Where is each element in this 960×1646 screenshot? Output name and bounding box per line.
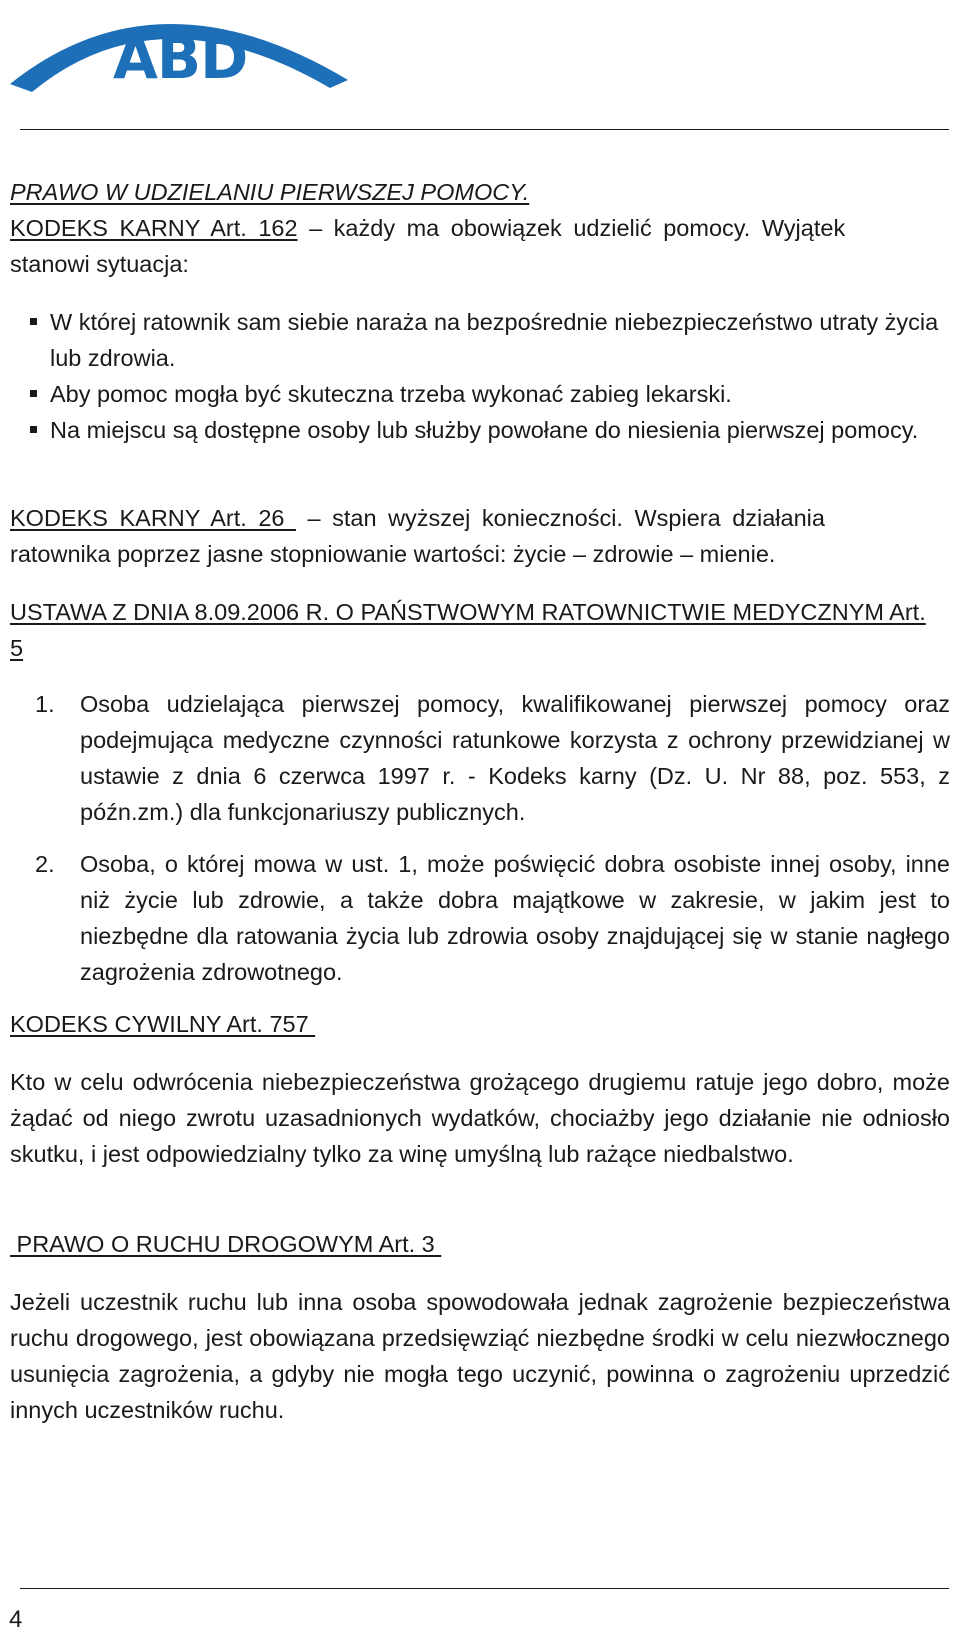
exception-list (30, 304, 950, 448)
numbered-item-1 (10, 686, 950, 830)
section-text-kk-26-line2: ratownika poprzez jasne stopniowanie wartości: życie – zdrowie – mienie. (10, 541, 776, 567)
section-text-kk-26-line1: – stan wyższej konieczności. Wspiera działania (296, 505, 825, 531)
section-ref-prd-3: PRAWO O RUCHU DROGOWYM Art. 3 (10, 1231, 442, 1257)
section-ref-kk-162: KODEKS KARNY Art. 162 (10, 215, 298, 241)
section-ref-kk-26: KODEKS KARNY Art. 26 (10, 505, 297, 531)
item-number: 2. (35, 851, 55, 877)
section-text-prd-3: Jeżeli uczestnik ruchu lub inna osoba spowodowała jednak zagrożenie bezpieczeństwa ruchu drogowego, jest obowiązana przedsięwziąć niezbędne środki w celu niezwłocznego usunięcia zagrożenia, a gdyby nie mogła tego uczynić, powinna o zagrożeniu uprzedzić innych uczestników ruchu. (10, 1289, 950, 1423)
list-item: Na miejscu są dostępne osoby lub służby powołane do niesienia pierwszej pomocy. (30, 412, 950, 448)
page-number: 4 (9, 1606, 23, 1633)
section-ref-kc-757: KODEKS CYWILNY Art. 757 (10, 1011, 316, 1037)
item-text: Osoba udzielająca pierwszej pomocy, kwalifikowanej pierwszej pomocy oraz podejmująca medyczne czynności ratunkowe korzysta z ochrony przewidzianej w ustawie z dnia 6 czerwca 1997 r. - Kodeks karny (Dz. U. Nr 88, poz. 553, z późn.zm.) dla funkcjonariuszy publicznych. (80, 691, 950, 825)
section-kc-757 (10, 1006, 950, 1042)
section-text-kk-162-line1: – każdy ma obowiązek udzielić pomocy. Wyjątek (297, 215, 846, 241)
section-text-kk-162-line2: stanowi sytuacja: (10, 251, 189, 277)
bullet-square-icon (30, 390, 37, 397)
numbered-item-2 (10, 846, 950, 990)
item-number: 1. (35, 691, 55, 717)
document-title: PRAWO W UDZIELANIU PIERWSZEJ POMOCY. (10, 179, 530, 205)
section-kk-162 (10, 210, 950, 246)
section-prd-3 (10, 1226, 950, 1262)
bullet-square-icon (30, 426, 37, 433)
logo-text: ABD (113, 24, 248, 92)
section-text-kc-757: Kto w celu odwrócenia niebezpieczeństwa grożącego drugiemu ratuje jego dobro, może żądać od niego zwrotu uzasadnionych wydatków, chociażby jego działanie nie odniosło skutku, i jest odpowiedzialny tylko za winę umyślną lub rażące niedbalstwo. (10, 1069, 950, 1167)
list-item: Aby pomoc mogła być skuteczna trzeba wykonać zabieg lekarski. (30, 376, 950, 412)
section-kk-26 (10, 500, 950, 536)
section-ref-ustawa: USTAWA Z DNIA 8.09.2006 R. O PAŃSTWOWYM RATOWNICTWIE MEDYCZNYM Art. 5 (10, 599, 926, 661)
footer-rule (20, 1588, 949, 1589)
item-text: Osoba, o której mowa w ust. 1, może poświęcić dobra osobiste innej osoby, inne niż życie lub zdrowie, a także dobra majątkowe w zakresie, w jakim jest to niezbędne dla ratowania życia lub zdrowia osoby znajdującej się w stanie nagłego zagrożenia zdrowotnego. (80, 851, 950, 985)
header-rule (20, 129, 949, 130)
list-item: W której ratownik sam siebie naraża na bezpośrednie niebezpieczeństwo utraty życia lub zdrowia. (30, 304, 950, 376)
bullet-square-icon (30, 318, 37, 325)
abd-logo (8, 6, 358, 98)
